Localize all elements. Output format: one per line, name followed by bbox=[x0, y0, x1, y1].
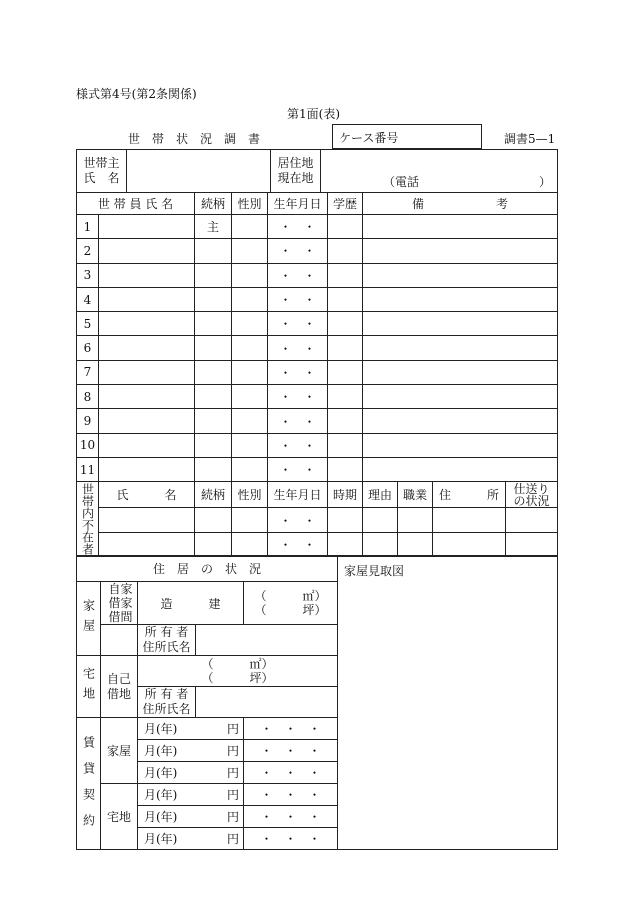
absent-remittance-cell[interactable] bbox=[506, 508, 558, 532]
member-birthdate-cell[interactable]: ・ ・ bbox=[268, 287, 328, 311]
member-birthdate-cell[interactable]: ・ ・ bbox=[268, 312, 328, 336]
member-remarks-cell[interactable] bbox=[363, 215, 558, 239]
rental-house-date-2[interactable]: ・ ・ ・ bbox=[244, 740, 338, 762]
rental-house-rent-1[interactable]: 月(年) 円 bbox=[138, 718, 244, 740]
absent-relation-cell[interactable] bbox=[195, 508, 232, 532]
member-relation-cell[interactable] bbox=[195, 457, 232, 481]
house-ownership[interactable]: 自家 借家 借間 bbox=[101, 582, 138, 625]
member-row-number: 1 bbox=[77, 215, 99, 239]
absent-col-occupation: 職業 bbox=[398, 482, 433, 508]
member-row-number: 9 bbox=[77, 409, 99, 433]
member-relation-cell[interactable] bbox=[195, 433, 232, 457]
member-remarks-cell[interactable] bbox=[363, 239, 558, 263]
address-label: 居住地 現在地 bbox=[271, 150, 321, 193]
member-sex-cell[interactable] bbox=[232, 409, 268, 433]
member-sex-cell[interactable] bbox=[232, 215, 268, 239]
absent-sex-cell[interactable] bbox=[232, 532, 268, 556]
member-relation-cell[interactable] bbox=[195, 385, 232, 409]
case-number-box[interactable] bbox=[332, 124, 482, 149]
house-owner-label: 所 有 者 住所氏名 bbox=[138, 625, 196, 656]
col-member-name: 世 帯 員 氏 名 bbox=[77, 193, 195, 215]
house-owner-field[interactable] bbox=[196, 625, 338, 656]
rental-land-date-3[interactable]: ・ ・ ・ bbox=[244, 828, 338, 850]
rental-land-rent-2[interactable]: 月(年) 円 bbox=[138, 806, 244, 828]
rental-land-label: 宅地 bbox=[101, 784, 138, 850]
head-of-household-table bbox=[76, 149, 558, 193]
col-education: 学歴 bbox=[328, 193, 363, 215]
member-birthdate-cell[interactable]: ・ ・ bbox=[268, 409, 328, 433]
member-birthdate-cell[interactable]: ・ ・ bbox=[268, 457, 328, 481]
member-row-number: 4 bbox=[77, 287, 99, 311]
member-sex-cell[interactable] bbox=[232, 360, 268, 384]
absent-col-remittance: 仕送り の状況 bbox=[506, 482, 558, 508]
member-education-cell[interactable] bbox=[328, 287, 363, 311]
form-title: 世 帯 状 況 調 書 bbox=[128, 132, 261, 146]
absent-occupation-cell[interactable] bbox=[398, 532, 433, 556]
member-education-cell[interactable] bbox=[328, 215, 363, 239]
member-remarks-cell[interactable] bbox=[363, 263, 558, 287]
member-birthdate-cell[interactable]: ・ ・ bbox=[268, 385, 328, 409]
rental-label: 賃貸契約 bbox=[77, 718, 101, 850]
member-education-cell[interactable] bbox=[328, 433, 363, 457]
address-field[interactable] bbox=[321, 150, 558, 193]
col-relation: 続柄 bbox=[195, 193, 232, 215]
member-relation-cell[interactable] bbox=[195, 409, 232, 433]
member-sex-cell[interactable] bbox=[232, 457, 268, 481]
member-name-cell[interactable] bbox=[99, 312, 195, 336]
member-row bbox=[77, 239, 558, 263]
house-label: 家屋 bbox=[77, 582, 101, 656]
rental-land-rent-3[interactable]: 月(年) 円 bbox=[138, 828, 244, 850]
land-label: 宅地 bbox=[77, 656, 101, 718]
member-name-cell[interactable] bbox=[99, 385, 195, 409]
member-education-cell[interactable] bbox=[328, 336, 363, 360]
member-birthdate-cell[interactable]: ・ ・ bbox=[268, 263, 328, 287]
case-number-label: ケース番号 bbox=[339, 131, 399, 145]
member-row bbox=[77, 409, 558, 433]
member-sex-cell[interactable] bbox=[232, 312, 268, 336]
rental-land-date-2[interactable]: ・ ・ ・ bbox=[244, 806, 338, 828]
absent-birthdate-cell[interactable]: ・ ・ bbox=[268, 508, 328, 532]
land-owner-field[interactable] bbox=[196, 687, 338, 718]
member-name-cell[interactable] bbox=[99, 360, 195, 384]
member-row bbox=[77, 287, 558, 311]
land-area[interactable]: （ ㎡） （ 坪） bbox=[138, 656, 338, 687]
house-area[interactable]: （ ㎡） （ 坪） bbox=[244, 582, 338, 625]
absent-address-cell[interactable] bbox=[433, 532, 506, 556]
absent-sex-cell[interactable] bbox=[232, 508, 268, 532]
member-education-cell[interactable] bbox=[328, 360, 363, 384]
member-remarks-cell[interactable] bbox=[363, 385, 558, 409]
member-name-cell[interactable] bbox=[99, 336, 195, 360]
col-remarks: 備 考 bbox=[363, 193, 558, 215]
floorplan-label: 家屋見取図 bbox=[344, 564, 405, 578]
member-row bbox=[77, 457, 558, 481]
member-relation-cell[interactable]: 主 bbox=[195, 215, 232, 239]
member-remarks-cell[interactable] bbox=[363, 457, 558, 481]
member-row-number: 10 bbox=[77, 433, 99, 457]
member-sex-cell[interactable] bbox=[232, 263, 268, 287]
member-birthdate-cell[interactable]: ・ ・ bbox=[268, 360, 328, 384]
member-row-number: 11 bbox=[77, 457, 99, 481]
rental-house-date-3[interactable]: ・ ・ ・ bbox=[244, 762, 338, 784]
col-birthdate: 生年月日 bbox=[268, 193, 328, 215]
member-education-cell[interactable] bbox=[328, 409, 363, 433]
absent-occupation-cell[interactable] bbox=[398, 508, 433, 532]
rental-land-date-1[interactable]: ・ ・ ・ bbox=[244, 784, 338, 806]
absent-col-relation: 続柄 bbox=[195, 482, 232, 508]
member-education-cell[interactable] bbox=[328, 312, 363, 336]
member-row bbox=[77, 385, 558, 409]
member-education-cell[interactable] bbox=[328, 263, 363, 287]
member-row-number: 8 bbox=[77, 385, 99, 409]
housing-table bbox=[76, 555, 558, 850]
member-sex-cell[interactable] bbox=[232, 336, 268, 360]
member-row-number: 5 bbox=[77, 312, 99, 336]
absent-row bbox=[77, 532, 558, 556]
absent-reason-cell[interactable] bbox=[363, 532, 398, 556]
member-sex-cell[interactable] bbox=[232, 385, 268, 409]
member-row bbox=[77, 215, 558, 239]
absent-name-cell[interactable] bbox=[99, 532, 195, 556]
member-row bbox=[77, 360, 558, 384]
member-name-cell[interactable] bbox=[99, 433, 195, 457]
member-row-number: 2 bbox=[77, 239, 99, 263]
absent-members-table bbox=[76, 481, 558, 557]
absent-birthdate-cell[interactable]: ・ ・ bbox=[268, 532, 328, 556]
member-name-cell[interactable] bbox=[99, 287, 195, 311]
absent-col-name: 氏 名 bbox=[99, 482, 195, 508]
members-header-row bbox=[77, 193, 558, 215]
member-birthdate-cell[interactable]: ・ ・ bbox=[268, 336, 328, 360]
absent-col-period: 時期 bbox=[328, 482, 363, 508]
member-education-cell[interactable] bbox=[328, 457, 363, 481]
absent-col-address: 住 所 bbox=[433, 482, 506, 508]
member-row bbox=[77, 336, 558, 360]
member-relation-cell[interactable] bbox=[195, 336, 232, 360]
member-row-number: 3 bbox=[77, 263, 99, 287]
member-name-cell[interactable] bbox=[99, 263, 195, 287]
absent-address-cell[interactable] bbox=[433, 508, 506, 532]
head-name-field[interactable] bbox=[127, 150, 271, 193]
form-label: 様式第4号(第2条関係) bbox=[76, 87, 197, 101]
member-name-cell[interactable] bbox=[99, 239, 195, 263]
land-owner-label: 所 有 者 住所氏名 bbox=[138, 687, 196, 718]
member-birthdate-cell[interactable]: ・ ・ bbox=[268, 239, 328, 263]
member-birthdate-cell[interactable]: ・ ・ bbox=[268, 215, 328, 239]
member-sex-cell[interactable] bbox=[232, 287, 268, 311]
member-sex-cell[interactable] bbox=[232, 433, 268, 457]
member-education-cell[interactable] bbox=[328, 239, 363, 263]
member-name-cell[interactable] bbox=[99, 409, 195, 433]
member-remarks-cell[interactable] bbox=[363, 312, 558, 336]
member-remarks-cell[interactable] bbox=[363, 360, 558, 384]
absent-relation-cell[interactable] bbox=[195, 532, 232, 556]
member-name-cell[interactable] bbox=[99, 457, 195, 481]
absent-col-sex: 性別 bbox=[232, 482, 268, 508]
members-table bbox=[76, 192, 558, 482]
absent-reason-cell[interactable] bbox=[363, 508, 398, 532]
member-row bbox=[77, 263, 558, 287]
phone-label: （電話 ） bbox=[382, 175, 551, 189]
page-label: 第1面(表) bbox=[287, 107, 340, 121]
rental-land-rent-1[interactable]: 月(年) 円 bbox=[138, 784, 244, 806]
rental-house-label: 家屋 bbox=[101, 718, 138, 784]
absent-period-cell[interactable] bbox=[328, 532, 363, 556]
member-relation-cell[interactable] bbox=[195, 287, 232, 311]
member-row bbox=[77, 433, 558, 457]
absent-row bbox=[77, 508, 558, 532]
absent-col-birthdate: 生年月日 bbox=[268, 482, 328, 508]
member-relation-cell[interactable] bbox=[195, 239, 232, 263]
member-remarks-cell[interactable] bbox=[363, 336, 558, 360]
member-education-cell[interactable] bbox=[328, 385, 363, 409]
member-row-number: 6 bbox=[77, 336, 99, 360]
member-name-cell[interactable] bbox=[99, 215, 195, 239]
member-remarks-cell[interactable] bbox=[363, 287, 558, 311]
member-relation-cell[interactable] bbox=[195, 360, 232, 384]
member-relation-cell[interactable] bbox=[195, 263, 232, 287]
rental-house-rent-3[interactable]: 月(年) 円 bbox=[138, 762, 244, 784]
member-relation-cell[interactable] bbox=[195, 312, 232, 336]
rental-house-rent-2[interactable]: 月(年) 円 bbox=[138, 740, 244, 762]
absent-side-label: 世帯内不在者 bbox=[77, 482, 99, 557]
member-remarks-cell[interactable] bbox=[363, 409, 558, 433]
head-name-label: 世帯主 氏 名 bbox=[77, 150, 127, 193]
absent-period-cell[interactable] bbox=[328, 508, 363, 532]
member-birthdate-cell[interactable]: ・ ・ bbox=[268, 433, 328, 457]
absent-name-cell[interactable] bbox=[99, 508, 195, 532]
floorplan-area[interactable] bbox=[338, 556, 558, 850]
land-ownership[interactable]: 自己 借地 bbox=[101, 656, 138, 718]
col-sex: 性別 bbox=[232, 193, 268, 215]
member-remarks-cell[interactable] bbox=[363, 433, 558, 457]
house-ownership-cont bbox=[101, 625, 138, 656]
absent-remittance-cell[interactable] bbox=[506, 532, 558, 556]
absent-col-reason: 理由 bbox=[363, 482, 398, 508]
housing-title: 住 居 の 状 況 bbox=[77, 556, 338, 582]
rental-house-date-1[interactable]: ・ ・ ・ bbox=[244, 718, 338, 740]
doc-code: 調書5—1 bbox=[504, 132, 556, 146]
member-sex-cell[interactable] bbox=[232, 239, 268, 263]
member-row bbox=[77, 312, 558, 336]
house-structure[interactable]: 造 建 bbox=[138, 582, 244, 625]
member-row-number: 7 bbox=[77, 360, 99, 384]
